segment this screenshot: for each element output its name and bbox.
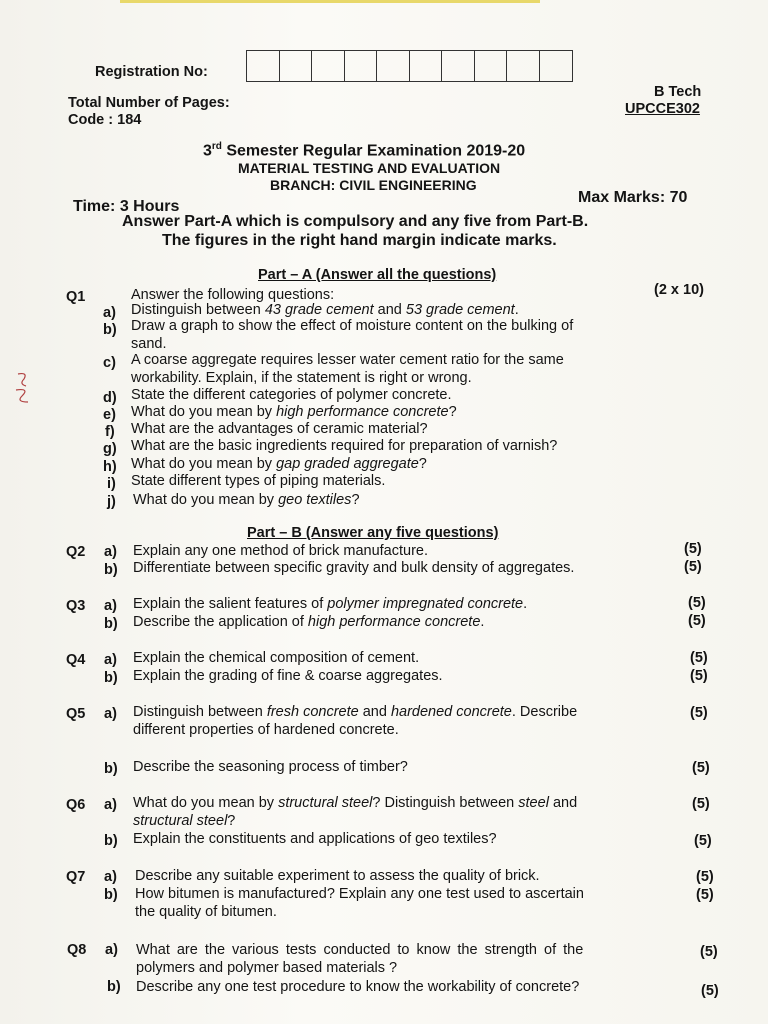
item-label: j) bbox=[107, 494, 116, 510]
item-text: A coarse aggregate requires lesser water cement ratio for the same bbox=[131, 352, 564, 368]
item-marks: (5) bbox=[684, 541, 702, 557]
item-label: d) bbox=[103, 390, 117, 406]
code-label: Code : 184 bbox=[68, 112, 142, 128]
exam-title bbox=[203, 141, 525, 160]
item-label: a) bbox=[104, 598, 117, 614]
item-label: a) bbox=[104, 797, 117, 813]
part-b-heading: Part – B (Answer any five questions) bbox=[247, 525, 499, 541]
question-number: Q5 bbox=[66, 706, 86, 722]
item-text-cont: structural steel? bbox=[133, 813, 236, 829]
question-number: Q4 bbox=[66, 652, 86, 668]
item-label: b) bbox=[104, 833, 118, 849]
item-text: What do you mean by gap graded aggregate? bbox=[131, 456, 427, 472]
item-text-cont: workability. Explain, if the statement is right or wrong. bbox=[131, 370, 472, 386]
item-label: b) bbox=[104, 670, 118, 686]
paper-edge-stripe bbox=[120, 0, 540, 3]
item-label: a) bbox=[104, 706, 117, 722]
item-marks: (5) bbox=[690, 650, 708, 666]
reg-box[interactable] bbox=[410, 51, 443, 81]
item-marks: (5) bbox=[688, 595, 706, 611]
item-text: Explain the salient features of polymer impregnated concrete. bbox=[133, 596, 528, 612]
item-label: g) bbox=[103, 441, 117, 457]
reg-box[interactable] bbox=[475, 51, 508, 81]
item-label: a) bbox=[104, 652, 117, 668]
item-label: b) bbox=[104, 761, 118, 777]
item-text: What are the basic ingredients required for preparation of varnish? bbox=[131, 438, 558, 454]
item-label: a) bbox=[105, 942, 118, 958]
question-number: Q6 bbox=[66, 797, 86, 813]
item-label: a) bbox=[104, 869, 117, 885]
exam-title-text: Semester Regular Examination 2019-20 bbox=[221, 142, 526, 160]
item-text: What do you mean by high performance concrete? bbox=[131, 404, 457, 420]
item-label: b) bbox=[107, 979, 121, 995]
item-marks: (5) bbox=[684, 559, 702, 575]
item-marks: (5) bbox=[700, 944, 718, 960]
item-label: b) bbox=[104, 616, 118, 632]
item-text: What are the various tests conducted to know the strength of the bbox=[136, 942, 584, 958]
item-marks: (5) bbox=[696, 869, 714, 885]
subject-name: MATERIAL TESTING AND EVALUATION bbox=[238, 160, 501, 176]
reg-box[interactable] bbox=[442, 51, 475, 81]
reg-box[interactable] bbox=[540, 51, 573, 81]
item-label: e) bbox=[103, 407, 116, 423]
semester-number: 3 bbox=[203, 142, 212, 160]
item-text: Differentiate between specific gravity and bulk density of aggregates. bbox=[133, 560, 575, 576]
item-marks: (5) bbox=[701, 983, 719, 999]
item-label: a) bbox=[104, 544, 117, 560]
semester-suffix: rd bbox=[211, 141, 222, 152]
question-number: Q8 bbox=[67, 942, 87, 958]
reg-box[interactable] bbox=[507, 51, 540, 81]
item-text: State the different categories of polymer concrete. bbox=[131, 387, 452, 403]
part-a-intro: Answer the following questions: bbox=[131, 287, 335, 303]
question-number: Q1 bbox=[66, 289, 86, 305]
instruction-line-2: The figures in the right hand margin indicate marks. bbox=[162, 232, 557, 249]
item-text: State different types of piping materials. bbox=[131, 473, 386, 489]
item-text: Draw a graph to show the effect of moisture content on the bulking of bbox=[131, 318, 574, 334]
item-text: Explain the grading of fine & coarse aggregates. bbox=[133, 668, 443, 684]
item-label: c) bbox=[103, 355, 116, 371]
question-number: Q7 bbox=[66, 869, 86, 885]
reg-box[interactable] bbox=[345, 51, 378, 81]
pencil-scribble-mark bbox=[10, 370, 40, 415]
item-text: What do you mean by structural steel? Distinguish between steel and bbox=[133, 795, 578, 811]
registration-number-boxes[interactable] bbox=[246, 50, 573, 82]
item-label: b) bbox=[104, 887, 118, 903]
part-a-heading: Part – A (Answer all the questions) bbox=[258, 267, 497, 283]
item-marks: (5) bbox=[692, 760, 710, 776]
total-pages-label: Total Number of Pages: bbox=[68, 95, 230, 111]
item-text: How bitumen is manufactured? Explain any one test used to ascertain bbox=[135, 886, 584, 902]
subject-code: UPCCE302 bbox=[625, 101, 700, 117]
item-text-cont: different properties of hardened concrete. bbox=[133, 722, 399, 738]
item-text: What are the advantages of ceramic material? bbox=[131, 421, 428, 437]
item-text-cont: the quality of bitumen. bbox=[135, 904, 277, 920]
degree-label: B Tech bbox=[654, 84, 702, 100]
reg-box[interactable] bbox=[377, 51, 410, 81]
time-label: Time: 3 Hours bbox=[73, 198, 180, 215]
item-label: a) bbox=[103, 305, 116, 321]
item-label: f) bbox=[105, 424, 115, 440]
item-text: Distinguish between fresh concrete and hardened concrete. Describe bbox=[133, 704, 578, 720]
item-marks: (5) bbox=[692, 796, 710, 812]
registration-label: Registration No: bbox=[95, 64, 208, 80]
item-text: What do you mean by geo textiles? bbox=[133, 492, 360, 508]
item-marks: (5) bbox=[688, 613, 706, 629]
item-label: h) bbox=[103, 459, 117, 475]
reg-box[interactable] bbox=[312, 51, 345, 81]
reg-box[interactable] bbox=[247, 51, 280, 81]
item-marks: (5) bbox=[694, 833, 712, 849]
item-text-cont: sand. bbox=[131, 336, 167, 352]
item-text: Explain any one method of brick manufacture. bbox=[133, 543, 428, 559]
part-a-marks: (2 x 10) bbox=[654, 282, 704, 298]
item-text: Describe the seasoning process of timber? bbox=[133, 759, 408, 775]
reg-box[interactable] bbox=[280, 51, 313, 81]
item-marks: (5) bbox=[690, 705, 708, 721]
max-marks-label: Max Marks: 70 bbox=[578, 189, 688, 206]
question-number: Q3 bbox=[66, 598, 86, 614]
item-label: b) bbox=[103, 322, 117, 338]
item-label: i) bbox=[107, 476, 116, 492]
item-text: Explain the chemical composition of cement. bbox=[133, 650, 420, 666]
question-number: Q2 bbox=[66, 544, 86, 560]
instruction-line-1: Answer Part-A which is compulsory and any five from Part-B. bbox=[122, 213, 589, 230]
branch-name: BRANCH: CIVIL ENGINEERING bbox=[270, 177, 477, 193]
item-text: Distinguish between 43 grade cement and 53 grade cement. bbox=[131, 302, 519, 318]
item-text-cont: polymers and polymer based materials ? bbox=[136, 960, 398, 976]
item-label: b) bbox=[104, 562, 118, 578]
item-marks: (5) bbox=[696, 887, 714, 903]
item-text: Describe any suitable experiment to assess the quality of brick. bbox=[135, 868, 540, 884]
item-marks: (5) bbox=[690, 668, 708, 684]
item-text: Describe the application of high performance concrete. bbox=[133, 614, 485, 630]
item-text: Explain the constituents and applications of geo textiles? bbox=[133, 831, 497, 847]
item-text: Describe any one test procedure to know the workability of concrete? bbox=[136, 979, 580, 995]
